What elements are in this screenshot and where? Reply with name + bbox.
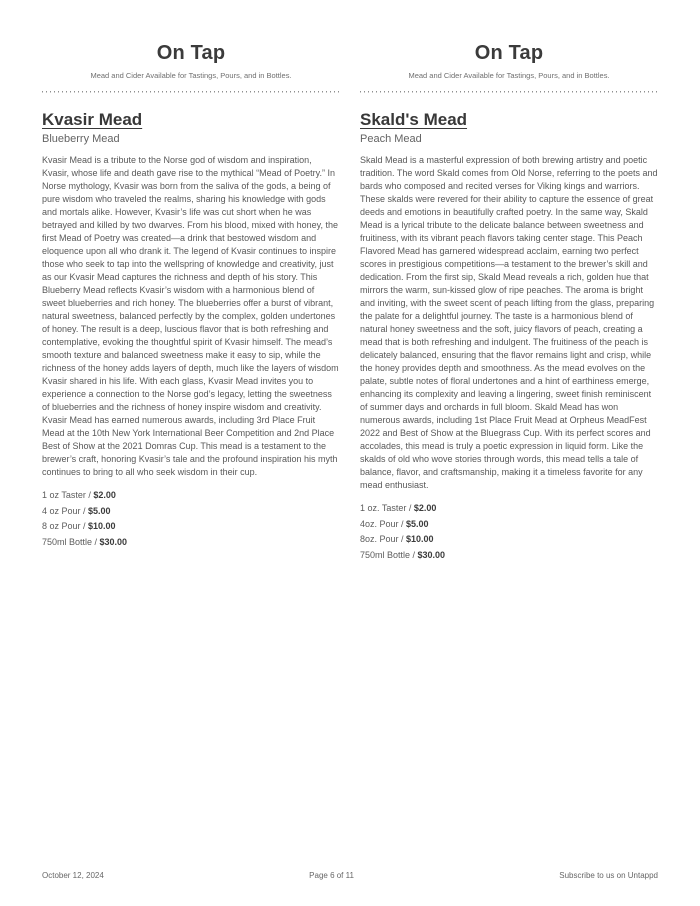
price-amount: $2.00 [413,503,437,513]
price-row [42,505,340,521]
price-label: 4oz. Pour / [360,518,407,529]
product-style-kvasir: Blueberry Mead [42,133,120,145]
price-row [360,549,658,565]
price-label: 1 oz. Taster / [360,503,414,513]
price-amount: $10.00 [406,534,434,545]
column-kvasir-mead [42,42,340,565]
on-tap-tagline: Mead and Cider Available for Tastings, Pours, and in Bottles. [90,71,292,80]
price-amount: $5.00 [406,518,429,529]
price-label: 1 oz Taster / [42,490,94,500]
price-row [360,502,658,518]
price-label: 750ml Bottle / [360,550,418,561]
price-label: 8oz. Pour / [360,534,407,545]
price-row [42,520,340,536]
product-description-kvasir: Kvasir Mead is a tribute to the Norse god of wisdom and inspiration, Kvasir, whose life and death gave rise to the mythical “Mead of Poetry.” In Norse mythology, Kvasir was born from the saliva of the gods, a being of pure wisdom who traveled the realms, sharing his knowledge with gods and mortals alike. However, Kvasir’s life was cut short when he was betrayed and killed by two dwarves. From his blood, mixed with honey, the first Mead of Poetry was created—a drink that bestowed wisdom and eloquence upon all who drank it. The legend of Kvasir continues to inspire those who seek to tap into the wellspring of knowledge and creativity, just as our Kvasir Mead captures the richness and depth of his story. This Blueberry Mead reflects Kvasir’s wisdom with a harmonious blend of sweet blueberries and rich honey. The blueberries offer a burst of vibrant, natural sweetness, balanced perfectly by the complex, golden undertones of honey. The result is a deep, luscious flavor that is both refreshing and contemplative, evoking the thoughtful spirit of Kvasir himself. The mead’s smooth texture and balanced sweetness make it easy to sip, while the richness of the honey adds layers of depth, much like the layers of wisdom Kvasir shared in his life. With each glass, Kvasir Mead invites you to experience a connection to the Norse god’s legacy, letting the sweetness of blueberries and the richness of honey inspire wisdom and creativity. Kvasir Mead has earned numerous awards, including 3rd Place Fruit Mead at the 10th New York International Beer Competition and 2nd Place Best of Show at the 2021 Domras Cup. This mead is a testament to the brewer’s craft, honoring Kvasir’s tale and the profound inspiration his myth continues to bring to all who seek wisdom in their cup. [42,155,339,477]
footer-date: October 12, 2024 [42,871,104,880]
price-amount: $2.00 [93,490,116,500]
on-tap-tagline: Mead and Cider Available for Tastings, Pours, and in Bottles. [408,71,610,80]
product-description-skalds: Skald Mead is a masterful expression of both brewing artistry and poetic tradition. The word Skald comes from Old Norse, referring to the poets and bards who composed and recited verses for Viking kings and warriors. These skalds were revered for their ability to capture the essence of great deeds and emotions in beautifully crafted poetry. In the same way, Skald Mead is a lyrical tribute to the delicate balance between sweetness and fruitiness, with its vibrant peach flavors taking center stage. This Peach Flavored Mead has garnered widespread acclaim, earning two perfect scores in prestigious competitions—a testament to the brewer’s skill and dedication. From the first sip, Skald Mead reveals a rich, golden hue that mirrors the warm, sun-kissed glow of ripe peaches. The aroma is bright and inviting, with the sweet scent of peach lifting from the glass, preparing the palate for a delightful journey. The taste is a harmonious blend of natural honey sweetness and the soft, juicy flavors of peach, creating a mead that is both refreshing and indulgent. The fruitiness of the peach is delicately balanced, ensuring that the flavor remains light and crisp, while the honey provides depth and smoothness. As the mead evolves on the palate, subtle notes of floral undertones and a hint of earthiness emerge, enhancing its complexity and leaving a lingering, sweet finish reminiscent of summer days and orchards in full bloom. Skald Mead has won numerous awards, including 1st Place Fruit Mead at Orpheus MeadFest 2022 and Best of Show at the Bluegrass Cup. With its perfect scores and accolades, this mead is truly a poetic expression in liquid form. Like the skalds of old who wove stories through words, this mead tells a tale of balance, flavor, and craftsmanship, making it a timeless favorite for any mead enthusiast. [360,155,658,490]
footer-subscribe-untappd: Subscribe to us on Untappd [559,871,658,880]
price-amount: $30.00 [99,537,128,548]
menu-columns [42,42,658,565]
price-label: 8 oz Pour / [42,521,89,532]
product-name-kvasir: Kvasir Mead [42,110,143,129]
price-label: 4 oz Pour / [42,505,89,516]
price-amount: $5.00 [88,505,111,516]
price-row [42,536,340,552]
footer-page-number: Page 6 of 11 [309,871,354,880]
dotted-separator [360,91,658,93]
on-tap-title: On Tap [474,42,544,64]
price-amount: $10.00 [88,521,116,532]
product-name-skalds: Skald's Mead [360,110,468,129]
page-footer [42,871,658,880]
price-amount: $30.00 [417,550,446,561]
price-list-kvasir [42,489,340,552]
product-style-skalds: Peach Mead [360,133,422,145]
column-skalds-mead [360,42,658,565]
price-row [360,518,658,534]
dotted-separator [42,91,340,93]
price-row [360,533,658,549]
price-list-skalds [360,502,658,565]
price-row [42,489,340,505]
on-tap-title: On Tap [156,42,226,64]
price-label: 750ml Bottle / [42,537,100,548]
